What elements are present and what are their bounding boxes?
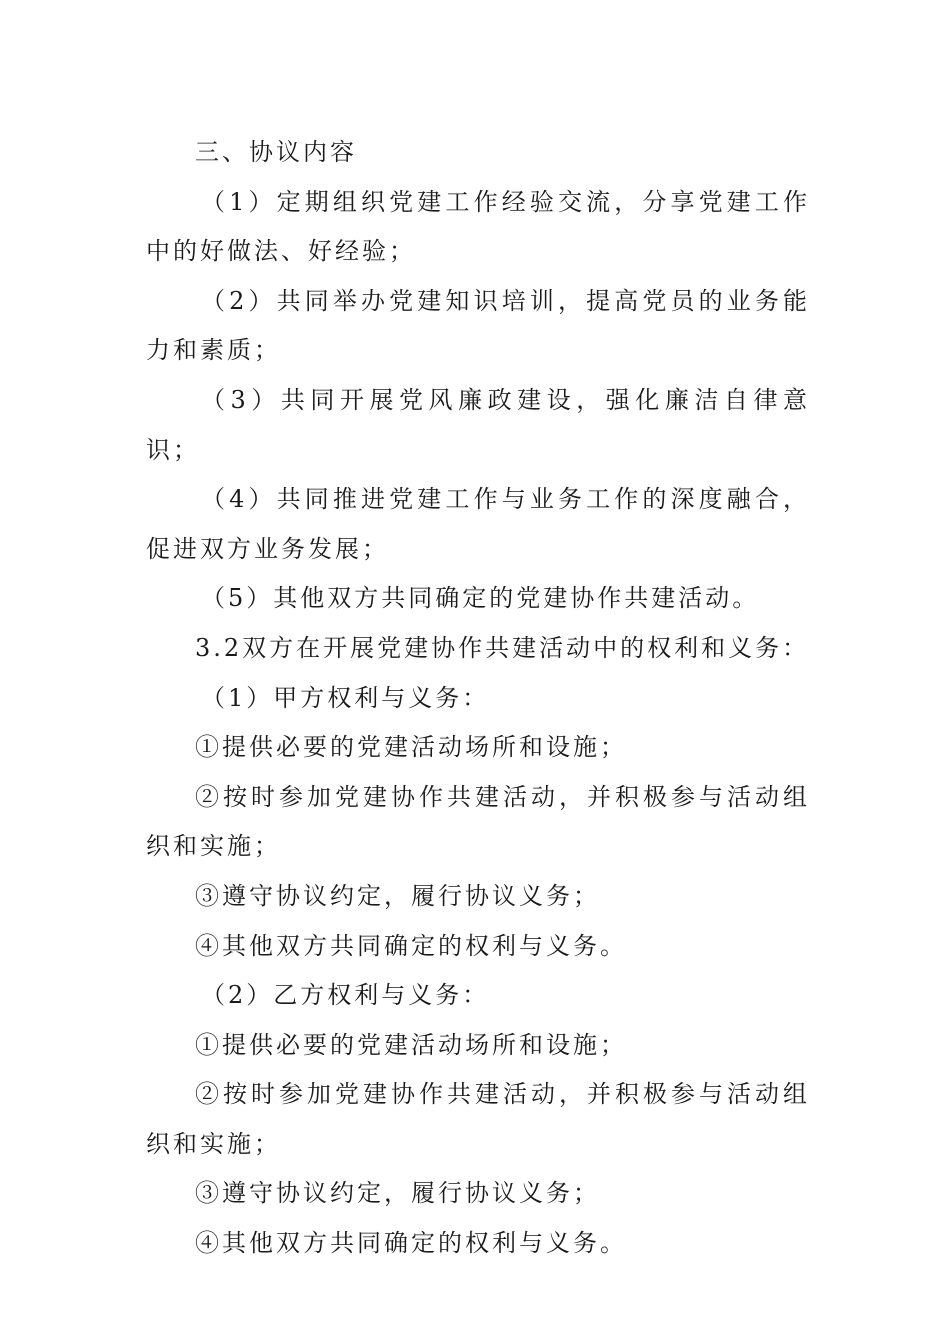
rights-heading: 3.2双方在开展党建协作共建活动中的权利和义务： [195,633,810,662]
document-body [146,128,810,1269]
agreement-item-1: （1）定期组织党建工作经验交流，分享党建工作中的好做法、好经验； [146,187,810,266]
party-b-clause-2: ②按时参加党建协作共建活动，并积极参与活动组织和实施； [146,1080,810,1158]
party-a-clause-4: ④其他双方共同确定的权利与义务。 [195,931,627,960]
party-b-clause-1: ①提供必要的党建活动场所和设施； [195,1030,627,1059]
agreement-item-2: （2）共同举办党建知识培训，提高党员的业务能力和素质； [146,286,810,365]
party-b-clause-3: ③遵守协议约定，履行协议义务； [195,1179,600,1208]
party-b-clause-4: ④其他双方共同确定的权利与义务。 [195,1229,627,1258]
section-heading: 三、协议内容 [195,138,357,166]
party-a-clause-3: ③遵守协议约定，履行协议义务； [195,881,600,910]
agreement-item-3: （3）共同开展党风廉政建设，强化廉洁自律意识； [146,385,810,464]
party-a-heading: （1）甲方权利与义务： [201,683,490,712]
party-b-heading: （2）乙方权利与义务： [201,981,490,1010]
party-a-clause-2: ②按时参加党建协作共建活动，并积极参与活动组织和实施； [146,782,810,861]
party-a-clause-1: ①提供必要的党建活动场所和设施； [195,733,627,762]
agreement-item-4: （4）共同推进党建工作与业务工作的深度融合，促进双方业务发展； [146,485,810,563]
agreement-item-5: （5）其他双方共同确定的党建协作共建活动。 [201,584,760,613]
